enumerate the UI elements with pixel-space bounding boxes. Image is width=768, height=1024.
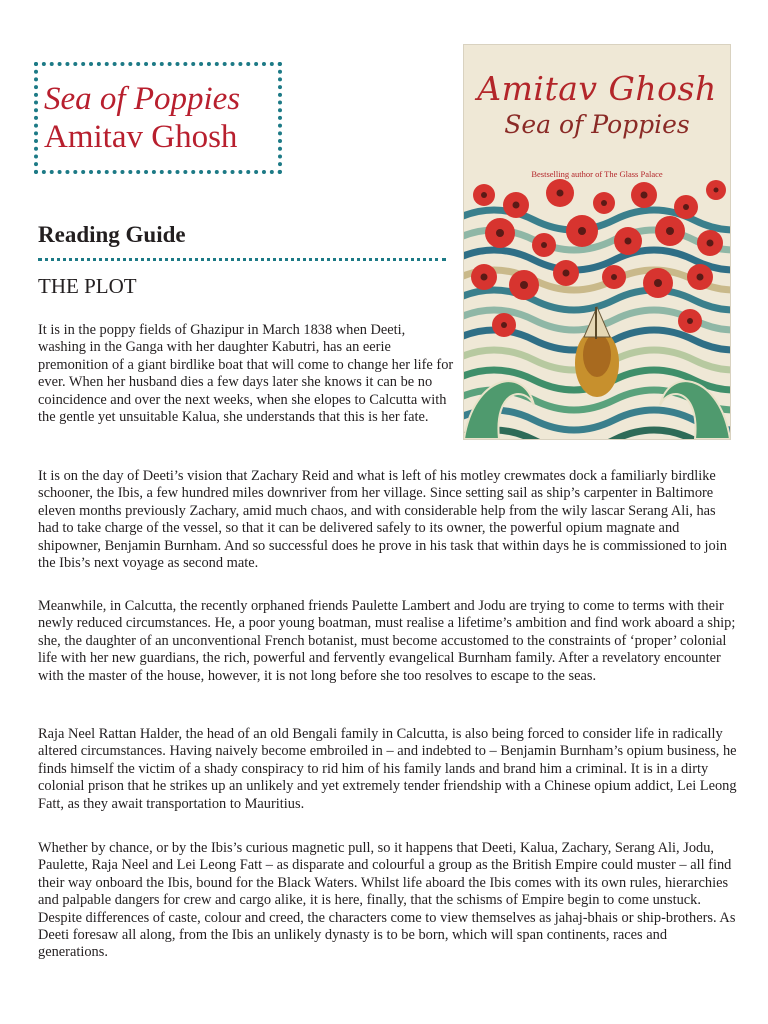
plot-paragraph-2: It is on the day of Deeti’s vision that Zachary Reid and what is left of his motley crewmates dock a familiarly birdlike schooner, the Ibis, a few hundred miles downriver from her village. Since setting sail as ship’s carpenter in Baltimore eleven months previously Zachary, amid much chaos, and with considerable help from the wily lascar Serang Ali, has had to take charge of the vessel, so that it can be delivered safely to its owner, the powerful opium magnate and shipowner, Benjamin Burnham. And so successful does he prove in his task that within days he is commissioned to join the Ibis’s next voyage as second mate.: [38, 468, 727, 572]
plot-paragraph-5: Whether by chance, or by the Ibis’s curious magnetic pull, so it happens that Deeti, Kalua, Zachary, Serang Ali, Jodu, Paulette, Raja Neel and Lei Leong Fatt – as disparate and colourful a group as the British Empire could muster – all find their way onboard the Ibis, bound for the Black Waters. Whilst life aboard the Ibis comes with its own rules, hierarchies and palpable dangers for crew and cargo alike, it is here, finally, that the schisms of Empire begin to come unstuck. Despite differences of caste, colour and creed, the characters come to view themselves as jahaj-bhais or ship-brothers. As Deeti foresaw all along, from the Ibis an unlikely dynasty is to be born, which will span continents, races and generations.: [38, 840, 736, 961]
author-name: Amitav Ghosh: [44, 119, 238, 155]
title-box: [34, 62, 282, 174]
reading-guide-heading: Reading Guide: [38, 222, 186, 247]
cover-author: Amitav Ghosh: [477, 69, 717, 108]
cover-tagline: Bestselling author of The Glass Palace: [531, 169, 663, 179]
plot-paragraph-3: Meanwhile, in Calcutta, the recently orphaned friends Paulette Lambert and Jodu are trying to come to terms with their newly reduced circumstances. He, a poor young boatman, must realise a lifetime’s ambition and find work aboard a ship; she, the daughter of an unconventional French botanist, must become accustomed to the constraints of ‘proper’ colonial life with her new guardians, the rich, powerful and fervently evangelical Burnham family. After a revelatory encounter with the master of the house, however, it is not long before she too resolves to escape to the seas.: [38, 598, 736, 684]
book-title: Sea of Poppies: [44, 81, 241, 117]
cover-title: Sea of Poppies: [504, 110, 690, 139]
dotted-divider: [38, 258, 446, 261]
plot-heading: THE PLOT: [38, 274, 137, 298]
plot-paragraph-4: Raja Neel Rattan Halder, the head of an old Bengali family in Calcutta, is also being forced to consider life in radically altered circumstances. Having naively become embroiled in – and indebted to – Benjamin Burnham’s opium business, he finds himself the victim of a shady conspiracy to rid him of his family lands and brand him a criminal. It is in a dirty colonial prison that he strikes up an unlikely and yet extremely tender friendship with a Chinese opium addict, Lei Leong Fatt, as they await transportation to Mauritius.: [38, 726, 737, 812]
book-cover-image: [464, 45, 730, 439]
plot-paragraph-1: It is in the poppy fields of Ghazipur in March 1838 when Deeti, washing in the Ganga with her daughter Kabutri, has an eerie premonition of a giant birdlike boat that will come to change her life for ever. When her husband dies a few days later she knows it can be no coincidence and over the next weeks, when she elopes to Calcutta with the gentle yet unsuitable Kalua, she understands that this is her fate.: [38, 322, 454, 426]
